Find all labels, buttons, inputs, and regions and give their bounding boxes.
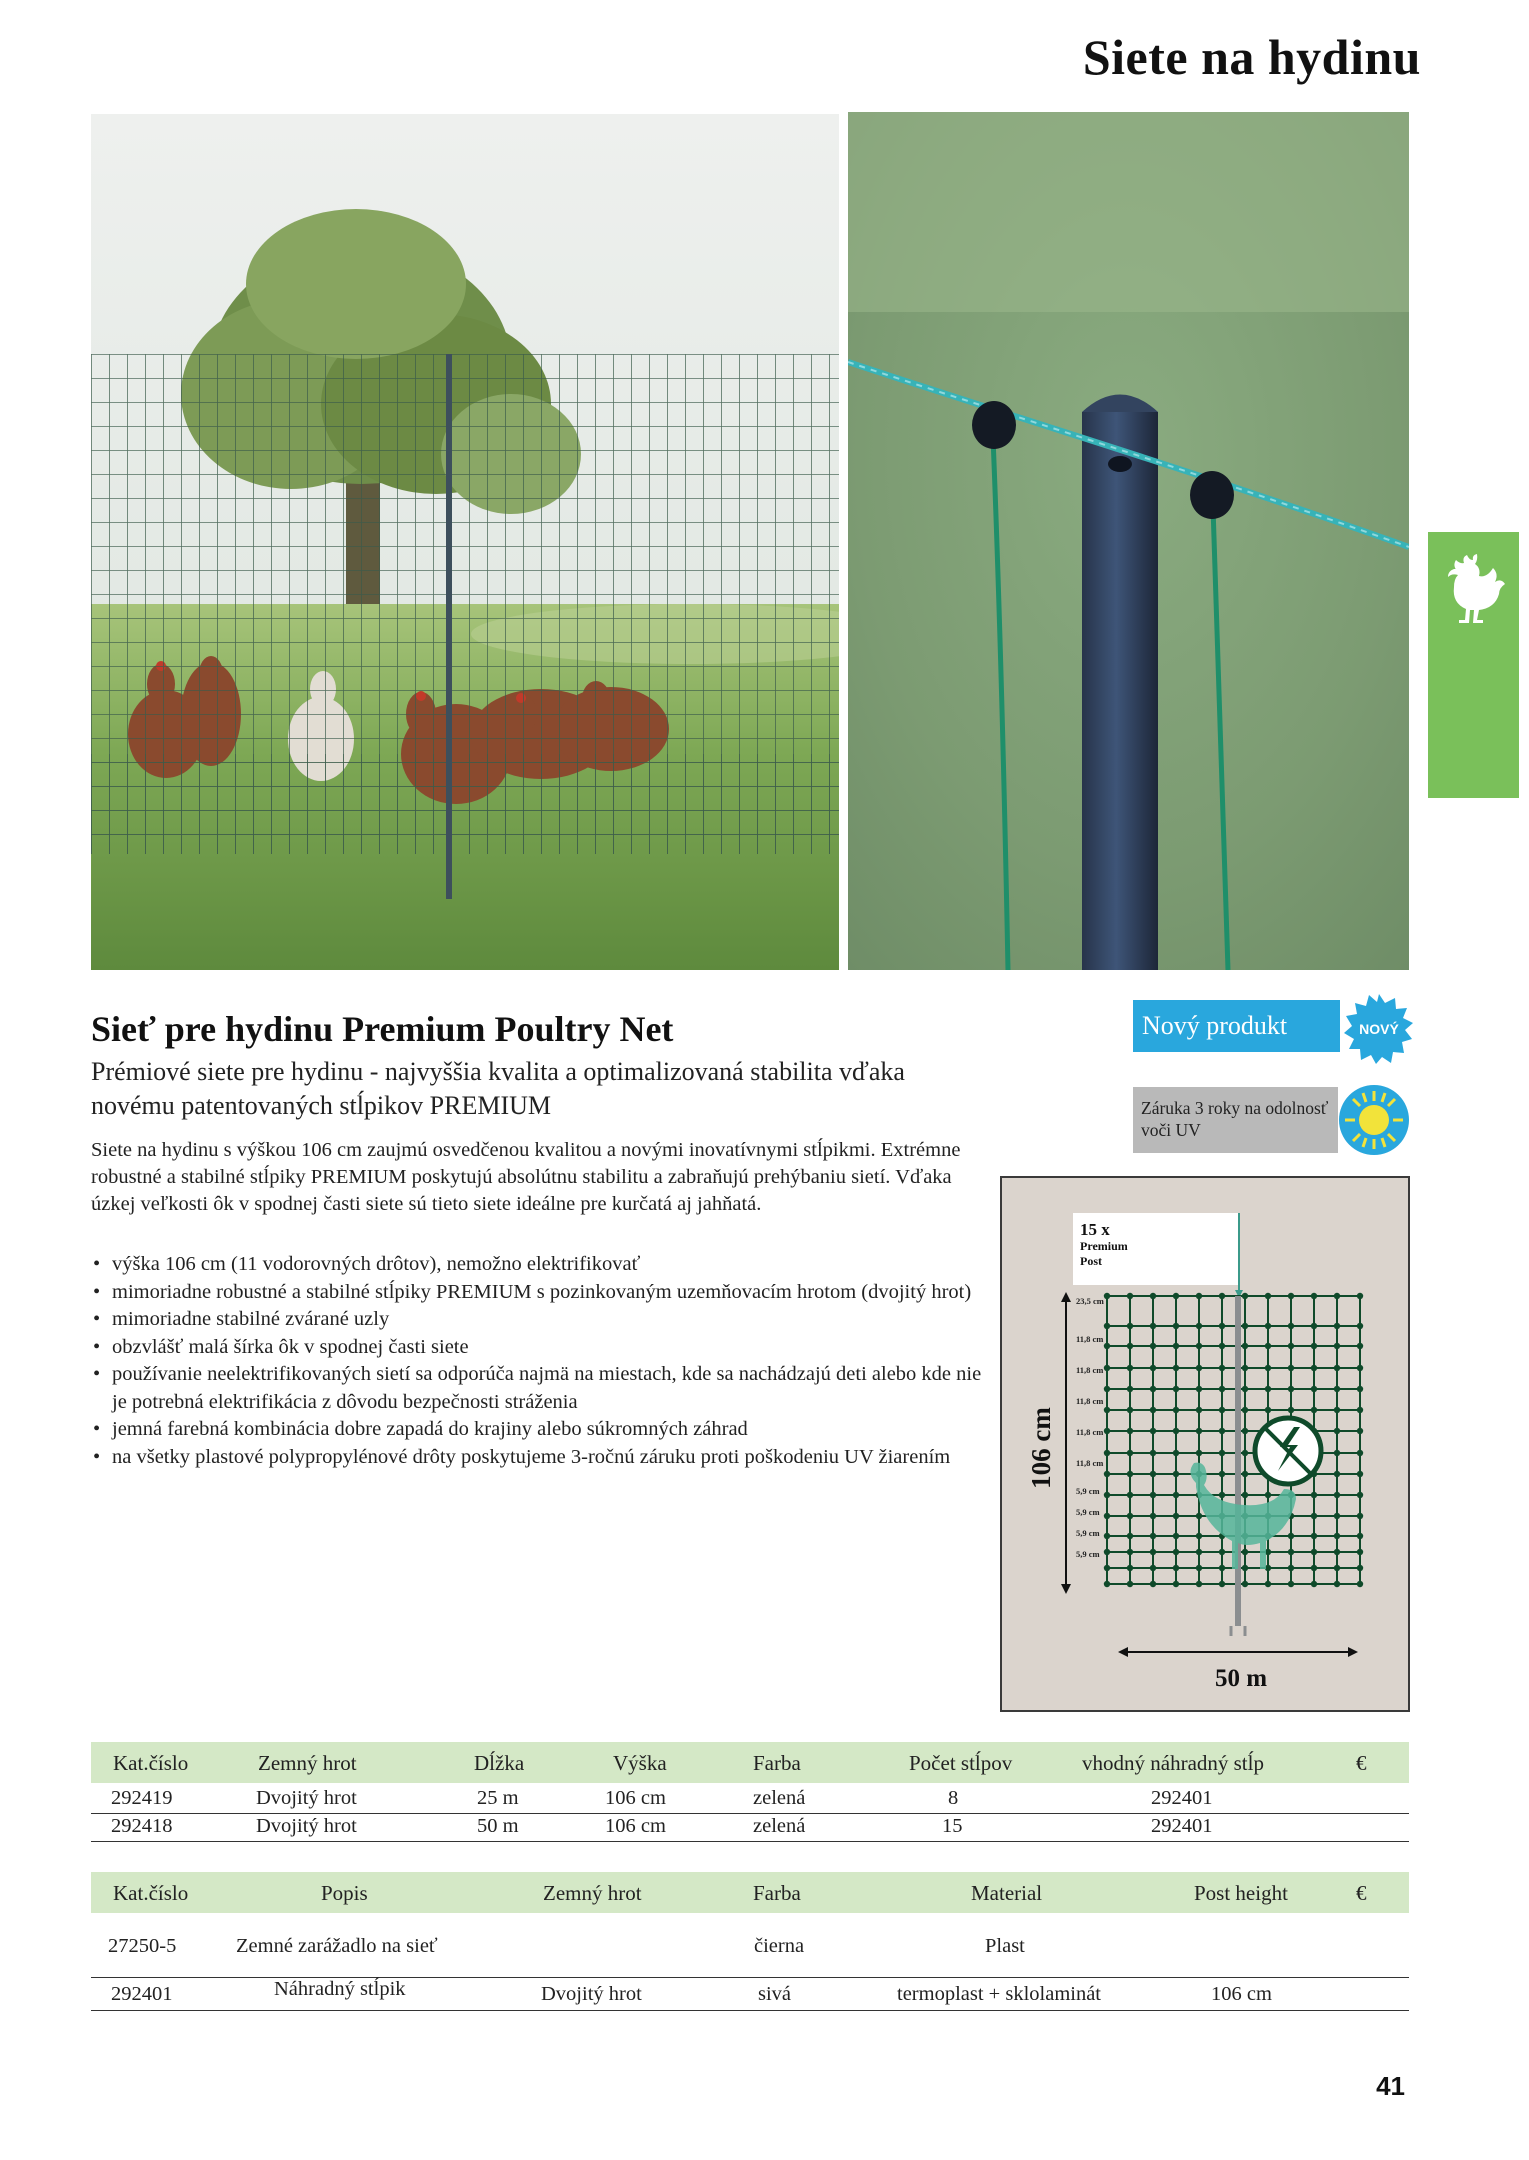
product-description: Siete na hydinu s výškou 106 cm zaujmú osvedčenou kvalitou a novými inovatívnymi stĺpikmi. Extrémne robustné a stabilné stĺpiky PREMIUM poskytujú absolútnu stabilitu a zabraňujú prehýbaniu sietí. Vďaka úzkej veľkosti ôk v spodnej časti siete sú tieto siete ideálne pre kurčatá aj jahňatá.	[91, 1139, 961, 1215]
net-knot	[1173, 1549, 1179, 1555]
net-knot	[1334, 1407, 1340, 1413]
col-header: Počet stĺpov	[909, 1751, 1013, 1775]
net-knot	[1288, 1549, 1294, 1555]
net-knot	[1357, 1293, 1363, 1299]
feature-item: • jemná farebná kombinácia dobre zapadá do krajiny alebo súkromných záhrad	[91, 1416, 991, 1444]
photo-chickens-net	[91, 114, 839, 970]
new-product-banner: Nový produkt	[1133, 1000, 1340, 1052]
net-knot	[1196, 1549, 1202, 1555]
net-knot	[1334, 1549, 1340, 1555]
net-knot	[1104, 1581, 1110, 1587]
net-knot	[1334, 1533, 1340, 1539]
table-cell: 50 m	[477, 1815, 519, 1837]
post-label-line: Post	[1080, 1254, 1102, 1268]
net-knot	[1196, 1293, 1202, 1299]
net-knot	[1242, 1407, 1248, 1413]
net-knot	[1357, 1343, 1363, 1349]
spacing-label: 5,9 cm	[1076, 1486, 1100, 1496]
net-knot	[1311, 1293, 1317, 1299]
feature-item: • používanie neelektrifikovaných sietí sa odporúča najmä na miestach, kde sa nachádzajú deti alebo kde nie je potrebná elektrifikácia z dôvodu bezpečnosti stráženia	[91, 1361, 991, 1416]
net-knot	[1288, 1293, 1294, 1299]
net-knot	[1311, 1533, 1317, 1539]
net-knot	[1104, 1565, 1110, 1571]
net-knot	[1334, 1343, 1340, 1349]
net-knot	[1150, 1293, 1156, 1299]
net-knot	[1127, 1513, 1133, 1519]
net-knot	[1242, 1343, 1248, 1349]
net-knot	[1150, 1343, 1156, 1349]
col-header: Farba	[753, 1881, 801, 1905]
table-cell: 292401	[111, 1983, 173, 2005]
net-knot	[1357, 1450, 1363, 1456]
category-tab-poultry	[1428, 532, 1519, 798]
net-knot	[1334, 1565, 1340, 1571]
net-knot	[1104, 1293, 1110, 1299]
net-knot	[1242, 1428, 1248, 1434]
table-cell: 292418	[111, 1815, 173, 1837]
net-knot	[1242, 1323, 1248, 1329]
col-header: €	[1356, 1881, 1367, 1905]
net-knot	[1150, 1533, 1156, 1539]
net-knot	[1357, 1565, 1363, 1571]
net-knot	[1311, 1365, 1317, 1371]
net-knot	[1311, 1492, 1317, 1498]
product-variants-table	[91, 1742, 1409, 1842]
net-knot	[1104, 1365, 1110, 1371]
col-header: Post height	[1194, 1881, 1288, 1905]
col-header: Farba	[753, 1751, 801, 1775]
net-knot	[1334, 1513, 1340, 1519]
net-knot	[1127, 1471, 1133, 1477]
col-header: €	[1356, 1751, 1367, 1775]
net-knot	[1334, 1450, 1340, 1456]
net-knot	[1173, 1450, 1179, 1456]
net-knot	[1219, 1428, 1225, 1434]
net-knot	[1311, 1581, 1317, 1587]
net-knot	[1219, 1581, 1225, 1587]
net-knot	[1127, 1323, 1133, 1329]
net-knot	[1173, 1533, 1179, 1539]
length-label: 50 m	[1214, 1665, 1268, 1692]
net-knot	[1265, 1407, 1271, 1413]
col-header: Výška	[613, 1751, 667, 1775]
net-knot	[1265, 1581, 1271, 1587]
net-knot	[1173, 1365, 1179, 1371]
net-knot	[1104, 1407, 1110, 1413]
table-cell: 292401	[1151, 1815, 1213, 1837]
net-knot	[1219, 1549, 1225, 1555]
spacing-labels	[1076, 1296, 1104, 1559]
net-knot	[1242, 1492, 1248, 1498]
net-knot	[1127, 1450, 1133, 1456]
table-cell: 106 cm	[1211, 1983, 1272, 2005]
net-knot	[1173, 1471, 1179, 1477]
table-cell: 15	[942, 1815, 963, 1837]
net-knot	[1334, 1386, 1340, 1392]
table-cell: Dvojitý hrot	[541, 1983, 642, 2005]
spacing-label: 5,9 cm	[1076, 1528, 1100, 1538]
net-knot	[1104, 1450, 1110, 1456]
page-title: Siete na hydinu	[1082, 29, 1421, 85]
net-knot	[1150, 1323, 1156, 1329]
net-knot	[1104, 1513, 1110, 1519]
net-knot	[1265, 1323, 1271, 1329]
net-knot	[1334, 1428, 1340, 1434]
spacing-label: 11,8 cm	[1076, 1458, 1104, 1468]
net-knot	[1196, 1428, 1202, 1434]
net-knot	[1288, 1323, 1294, 1329]
table-row	[91, 1913, 1409, 1978]
net-knot	[1311, 1386, 1317, 1392]
net-knot	[1150, 1581, 1156, 1587]
net-knot	[1242, 1581, 1248, 1587]
uv-warranty-banner: Záruka 3 roky na odolnosť voči UV	[1133, 1087, 1338, 1153]
spacing-label: 23,5 cm	[1076, 1296, 1104, 1306]
net-knot	[1150, 1513, 1156, 1519]
rooster-icon	[1428, 532, 1519, 798]
net-knot	[1288, 1386, 1294, 1392]
net-knot	[1127, 1428, 1133, 1434]
new-badge	[1343, 993, 1415, 1065]
net-knot	[1173, 1513, 1179, 1519]
net-knot	[1311, 1513, 1317, 1519]
col-header: Kat.číslo	[113, 1751, 189, 1775]
table-cell: Dvojitý hrot	[256, 1787, 357, 1809]
table-cell: 25 m	[477, 1787, 519, 1809]
net-knot	[1173, 1428, 1179, 1434]
net-knot	[1265, 1343, 1271, 1349]
page-number: 41	[1376, 2071, 1405, 2101]
table-row	[91, 1978, 1409, 2011]
col-header: Dĺžka	[474, 1751, 525, 1775]
net-knot	[1173, 1565, 1179, 1571]
net-knot	[1265, 1492, 1271, 1498]
net-knot	[1196, 1323, 1202, 1329]
col-header: Popis	[321, 1881, 368, 1905]
net-knot	[1104, 1386, 1110, 1392]
product-subtitle: Prémiové siete pre hydinu - najvyššia kvalita a optimalizovaná stabilita vďaka novému patentovaných stĺpikov PREMIUM	[91, 1057, 905, 1120]
post-count-label: 15 x	[1080, 1220, 1110, 1239]
net-knot	[1127, 1293, 1133, 1299]
net-knot	[1288, 1407, 1294, 1413]
net-knot	[1173, 1492, 1179, 1498]
feature-item: • mimoriadne robustné a stabilné stĺpiky PREMIUM s pozinkovaným uzemňovacím hrotom (dvojitý hrot)	[91, 1279, 991, 1307]
net-knot	[1173, 1581, 1179, 1587]
net-knot	[1150, 1565, 1156, 1571]
net-knot	[1265, 1386, 1271, 1392]
net-knot	[1196, 1581, 1202, 1587]
net-knot	[1242, 1386, 1248, 1392]
net-knot	[1196, 1513, 1202, 1519]
premium-post	[1235, 1296, 1241, 1626]
net-knot	[1104, 1323, 1110, 1329]
new-badge-label: NOVÝ	[1359, 1021, 1399, 1037]
col-header: Zemný hrot	[543, 1881, 642, 1905]
net-knot	[1334, 1492, 1340, 1498]
net-dimension-diagram	[1000, 1176, 1410, 1712]
spacing-label: 11,8 cm	[1076, 1427, 1104, 1437]
net-knot	[1288, 1565, 1294, 1571]
net-knot	[1150, 1407, 1156, 1413]
net-knot	[1150, 1450, 1156, 1456]
net-knot	[1311, 1407, 1317, 1413]
table-header	[91, 1742, 1409, 1783]
feature-item: • na všetky plastové polypropylénové drôty poskytujeme 3-ročnú záruku proti poškodeniu UV žiarením	[91, 1444, 991, 1472]
net-knot	[1357, 1407, 1363, 1413]
net-knot	[1219, 1293, 1225, 1299]
net-knot	[1150, 1386, 1156, 1392]
net-knot	[1150, 1365, 1156, 1371]
net-knot	[1311, 1343, 1317, 1349]
col-header: Zemný hrot	[258, 1751, 357, 1775]
feature-item: • výška 106 cm (11 vodorovných drôtov), nemožno elektrifikovať	[91, 1251, 991, 1279]
net-knot	[1219, 1471, 1225, 1477]
net-knot	[1311, 1323, 1317, 1329]
spacing-label: 5,9 cm	[1076, 1549, 1100, 1559]
net-knot	[1288, 1343, 1294, 1349]
net-knot	[1242, 1549, 1248, 1555]
net-knot	[1219, 1407, 1225, 1413]
net-knot	[1104, 1533, 1110, 1539]
no-electrification-icon	[1255, 1418, 1321, 1484]
net-knot	[1173, 1407, 1179, 1413]
net-knot	[1127, 1581, 1133, 1587]
net-knot	[1127, 1533, 1133, 1539]
net-knot	[1219, 1343, 1225, 1349]
table-cell: 292401	[1151, 1787, 1213, 1809]
net-knot	[1219, 1565, 1225, 1571]
net-knot	[1127, 1565, 1133, 1571]
feature-item: • obzvlášť malá šírka ôk v spodnej časti siete	[91, 1334, 991, 1362]
sun-uv-icon	[1337, 1083, 1411, 1157]
table-cell: čierna	[754, 1935, 805, 1957]
photo-premium-post-closeup	[848, 112, 1409, 970]
table-row	[91, 1783, 1409, 1814]
net-knot	[1357, 1581, 1363, 1587]
net-knot	[1265, 1365, 1271, 1371]
net-knot	[1242, 1450, 1248, 1456]
net-knot	[1127, 1407, 1133, 1413]
net-knot	[1265, 1293, 1271, 1299]
table-cell: termoplast + sklolaminát	[897, 1983, 1101, 2005]
net-knot	[1150, 1492, 1156, 1498]
net-knot	[1150, 1428, 1156, 1434]
spacing-label: 11,8 cm	[1076, 1365, 1104, 1375]
table-cell: 27250-5	[108, 1935, 177, 1957]
net-knot	[1311, 1549, 1317, 1555]
net-knot	[1173, 1386, 1179, 1392]
net-knot	[1173, 1343, 1179, 1349]
net-knot	[1196, 1407, 1202, 1413]
net-knot	[1150, 1471, 1156, 1477]
net-knot	[1288, 1533, 1294, 1539]
net-knot	[1104, 1428, 1110, 1434]
net-knot	[1173, 1293, 1179, 1299]
net-knot	[1219, 1450, 1225, 1456]
net-knot	[1127, 1386, 1133, 1392]
net-knot	[1196, 1365, 1202, 1371]
table-cell: zelená	[753, 1815, 806, 1837]
col-header: Material	[971, 1881, 1043, 1905]
net-knot	[1104, 1549, 1110, 1555]
net-knot	[1357, 1492, 1363, 1498]
net-knot	[1311, 1565, 1317, 1571]
table-cell: Zemné zarážadlo na sieť	[236, 1935, 438, 1957]
net-knot	[1288, 1581, 1294, 1587]
net-knot	[1334, 1293, 1340, 1299]
height-label: 106 cm	[1026, 1407, 1056, 1489]
net-knot	[1196, 1386, 1202, 1392]
net-knot	[1334, 1471, 1340, 1477]
net-knot	[1127, 1365, 1133, 1371]
net-knot	[1196, 1533, 1202, 1539]
table-cell: zelená	[753, 1787, 806, 1809]
net-knot	[1357, 1549, 1363, 1555]
net-knot	[1173, 1323, 1179, 1329]
net-knot	[1219, 1323, 1225, 1329]
net-knot	[1357, 1471, 1363, 1477]
net-knot	[1357, 1513, 1363, 1519]
table-cell: Náhradný stĺpik	[274, 1978, 406, 2000]
net-knot	[1288, 1365, 1294, 1371]
net-knot	[1242, 1471, 1248, 1477]
table-cell: 106 cm	[605, 1787, 666, 1809]
spacing-label: 11,8 cm	[1076, 1334, 1104, 1344]
net-knot	[1104, 1471, 1110, 1477]
net-knot	[1219, 1492, 1225, 1498]
table-cell: Dvojitý hrot	[256, 1815, 357, 1837]
net-knot	[1357, 1428, 1363, 1434]
net-knot	[1357, 1323, 1363, 1329]
net-knot	[1219, 1365, 1225, 1371]
net-knot	[1357, 1533, 1363, 1539]
net-knot	[1334, 1365, 1340, 1371]
net-knot	[1357, 1386, 1363, 1392]
net-knot	[1357, 1365, 1363, 1371]
table-cell: 292419	[111, 1787, 173, 1809]
table-cell: sivá	[758, 1983, 792, 2005]
col-header: Kat.číslo	[113, 1881, 189, 1905]
spacing-label: 11,8 cm	[1076, 1396, 1104, 1406]
net-knot	[1242, 1365, 1248, 1371]
net-knot	[1196, 1450, 1202, 1456]
feature-item: • mimoriadne stabilné zvárané uzly	[91, 1306, 991, 1334]
net-knot	[1334, 1581, 1340, 1587]
net-knot	[1127, 1492, 1133, 1498]
feature-list	[91, 1251, 991, 1471]
net-knot	[1242, 1293, 1248, 1299]
accessories-table	[91, 1872, 1409, 2011]
net-knot	[1104, 1492, 1110, 1498]
net-knot	[1219, 1386, 1225, 1392]
net-knot	[1104, 1343, 1110, 1349]
net-knot	[1196, 1343, 1202, 1349]
net-knot	[1127, 1549, 1133, 1555]
net-knot	[1196, 1565, 1202, 1571]
net-knot	[1334, 1323, 1340, 1329]
spacing-label: 5,9 cm	[1076, 1507, 1100, 1517]
net-knot	[1242, 1565, 1248, 1571]
table-cell: 106 cm	[605, 1815, 666, 1837]
product-title: Sieť pre hydinu Premium Poultry Net	[91, 1009, 674, 1049]
col-header: vhodný náhradný stĺp	[1082, 1751, 1264, 1775]
table-row	[91, 1814, 1409, 1842]
table-cell: Plast	[985, 1935, 1025, 1957]
table-header	[91, 1872, 1409, 1913]
table-cell: 8	[948, 1787, 959, 1809]
net-knot	[1150, 1549, 1156, 1555]
net-knot	[1127, 1343, 1133, 1349]
post-label-line: Premium	[1080, 1239, 1128, 1253]
